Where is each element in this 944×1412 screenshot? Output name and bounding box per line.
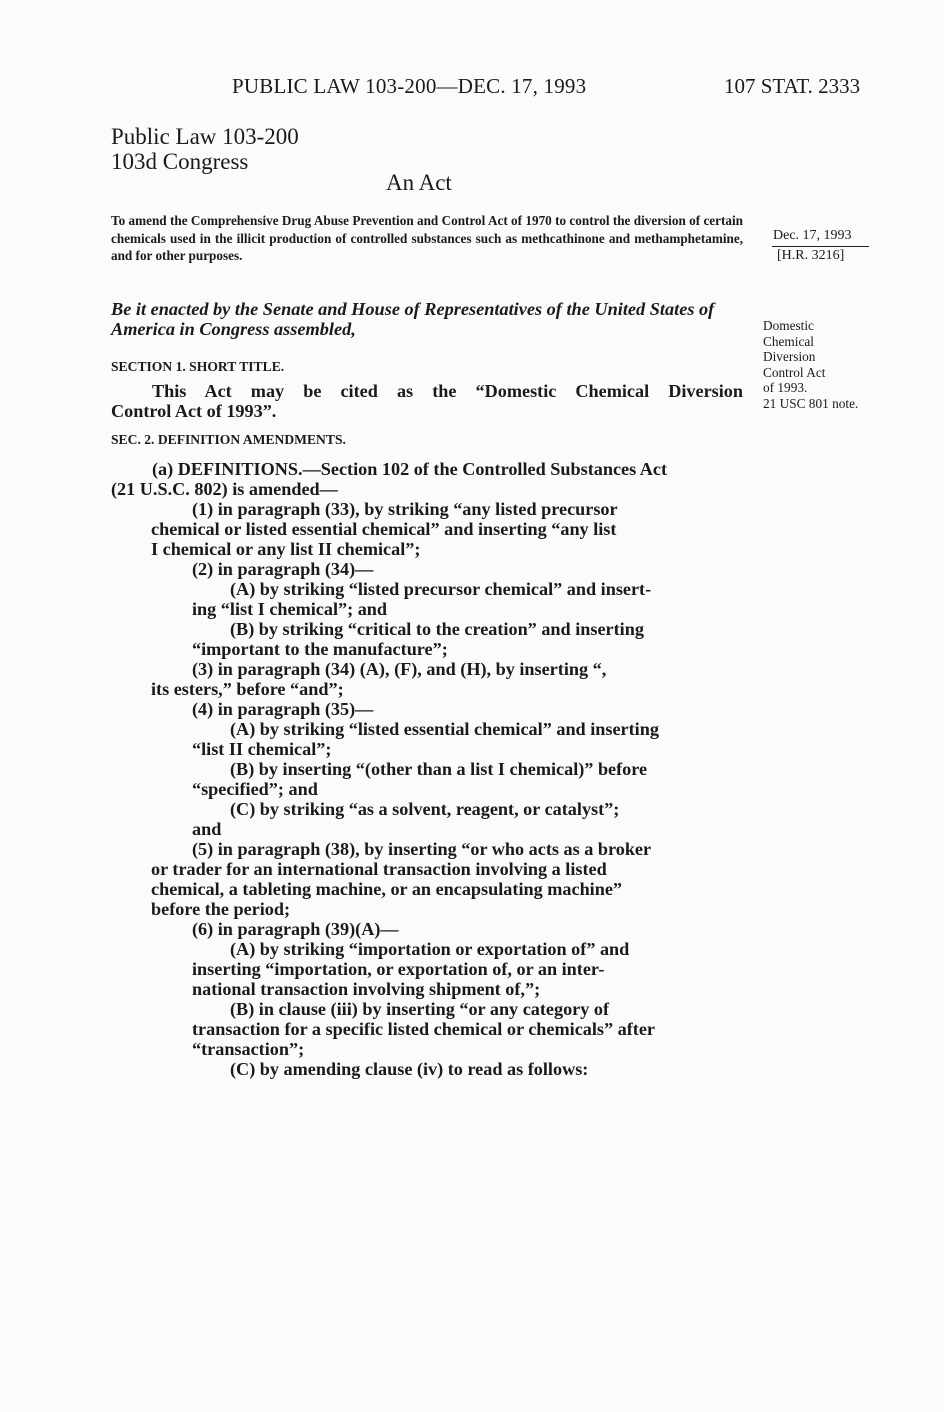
text-line: “list II chemical”; (192, 739, 332, 759)
text-line: national transaction involving shipment of,”; (192, 979, 541, 999)
margin-bill-number: [H.R. 3216] (777, 248, 845, 263)
text-line: (A) by striking “listed precursor chemical” and insert- (230, 579, 652, 599)
text-line: (1) in paragraph (33), by striking “any listed precursor (192, 499, 618, 519)
text-line: chemical or listed essential chemical” and inserting “any list (151, 519, 617, 539)
side-note-line: Domestic (763, 318, 814, 333)
text-line: (B) by striking “critical to the creation” and inserting (230, 619, 644, 639)
text-line: its esters,” before “and”; (151, 679, 344, 699)
section-2-body (111, 459, 743, 1099)
statute-page-number: 107 STAT. 2333 (724, 74, 861, 98)
section-2-heading: SEC. 2. DEFINITION AMENDMENTS. (111, 432, 346, 447)
text-line: chemical, a tableting machine, or an encapsulating machine” (151, 879, 623, 899)
text-line: “specified”; and (192, 779, 318, 799)
public-law-number: Public Law 103-200 (111, 124, 299, 149)
text-line: (A) by striking “importation or exportation of” and (230, 939, 630, 959)
side-note-line: 21 USC 801 note. (763, 395, 859, 411)
side-note-line: Diversion (763, 349, 816, 365)
section-1-heading: SECTION 1. SHORT TITLE. (111, 359, 285, 374)
text-line: This Act may be cited as the “Domestic Chemical Diversion (152, 381, 743, 401)
running-head: PUBLIC LAW 103-200—DEC. 17, 1993 (232, 74, 587, 98)
side-note-line: Control Act (763, 364, 826, 380)
text-line: (6) in paragraph (39)(A)— (192, 919, 399, 939)
text-line: (A) by striking “listed essential chemical” and inserting (230, 719, 659, 739)
text-line: (B) by inserting “(other than a list I chemical)” before (230, 759, 648, 779)
text-line: (2) in paragraph (34)— (192, 559, 374, 579)
text-line: or trader for an international transaction involving a listed (151, 859, 607, 879)
margin-divider (772, 246, 869, 247)
enacting-clause: Be it enacted by the Senate and House of Representatives of the United States of America in Congress assembled, (111, 299, 715, 339)
text-line: I chemical or any list II chemical”; (151, 539, 421, 559)
text-line: inserting “importation, or exportation of, or an inter- (192, 959, 605, 979)
text-line: and (192, 819, 222, 839)
side-note-line: Chemical (763, 333, 814, 349)
side-note-line: of 1993. (763, 380, 808, 396)
text-line: (21 U.S.C. 802) is amended— (111, 479, 338, 499)
text-line: transaction for a specific listed chemical or chemicals” after (192, 1019, 655, 1039)
text-line: ing “list I chemical”; and (192, 599, 388, 619)
congress-label: 103d Congress (111, 149, 249, 174)
margin-date: Dec. 17, 1993 (773, 228, 852, 243)
text-line: (4) in paragraph (35)— (192, 699, 374, 719)
text-line: (3) in paragraph (34) (A), (F), and (H), by inserting “, (192, 659, 607, 679)
text-line: “important to the manufacture”; (192, 639, 448, 659)
text-line: Control Act of 1993”. (111, 401, 277, 421)
text-line: (a) DEFINITIONS.—Section 102 of the Controlled Substances Act (152, 459, 667, 479)
act-title: An Act (386, 170, 452, 195)
text-line: (C) by amending clause (iv) to read as follows: (230, 1059, 589, 1079)
text-line: (5) in paragraph (38), by inserting “or who acts as a broker (192, 839, 652, 859)
text-line: before the period; (151, 899, 291, 919)
text-line: (B) in clause (iii) by inserting “or any category of (230, 999, 610, 1019)
text-line: “transaction”; (192, 1039, 305, 1059)
margin-side-note (763, 318, 858, 412)
section-1-body (111, 381, 743, 423)
purpose-statement: To amend the Comprehensive Drug Abuse Prevention and Control Act of 1970 to control the diversion of certain chemicals used in the illicit production of controlled substances such as methcathinone and methamphetamine, and for other purposes. (111, 213, 743, 264)
text-line: (C) by striking “as a solvent, reagent, or catalyst”; (230, 799, 620, 819)
